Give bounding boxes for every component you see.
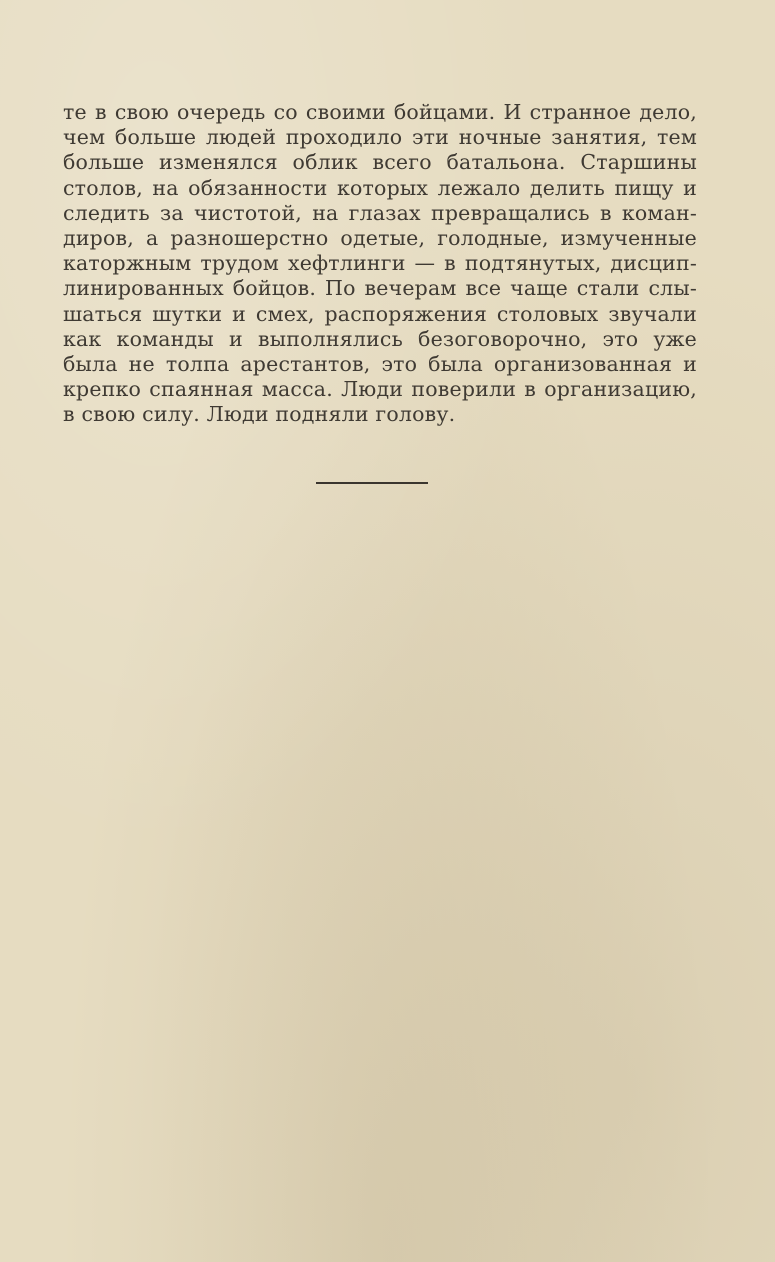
paragraph-line: шаться шутки и смех, распоряжения столовых звучали [63,301,697,326]
paragraph-line: была не толпа арестантов, это была организованная и [63,352,697,377]
paragraph-line: следить за чистотой, на глазах превращались в коман- [63,200,697,225]
paragraph-line: те в свою очередь со своими бойцами. И странное дело, [63,100,697,124]
paragraph-line: чем больше людей проходило эти ночные занятия, тем [63,125,697,150]
paragraph-line: каторжным трудом хефтлинги — в подтянутых, дисцип- [63,251,697,276]
section-divider [316,482,428,484]
paragraph-line: диров, а разношерстно одетые, голодные, измученные [63,226,697,251]
paragraph-line: больше изменялся облик всего батальона. Старшины [63,150,697,175]
paragraph-line: как команды и выполнялись безоговорочно, это уже [63,326,697,351]
paragraph-line: линированных бойцов. По вечерам все чаще стали слы- [63,276,697,301]
paragraph-line: крепко спаянная масса. Люди поверили в организацию, [63,377,697,402]
paragraph-line: столов, на обязанности которых лежало делить пищу и [63,175,697,200]
body-paragraph [63,100,697,428]
paragraph-line-last: в свою силу. Люди подняли голову. [63,402,456,427]
